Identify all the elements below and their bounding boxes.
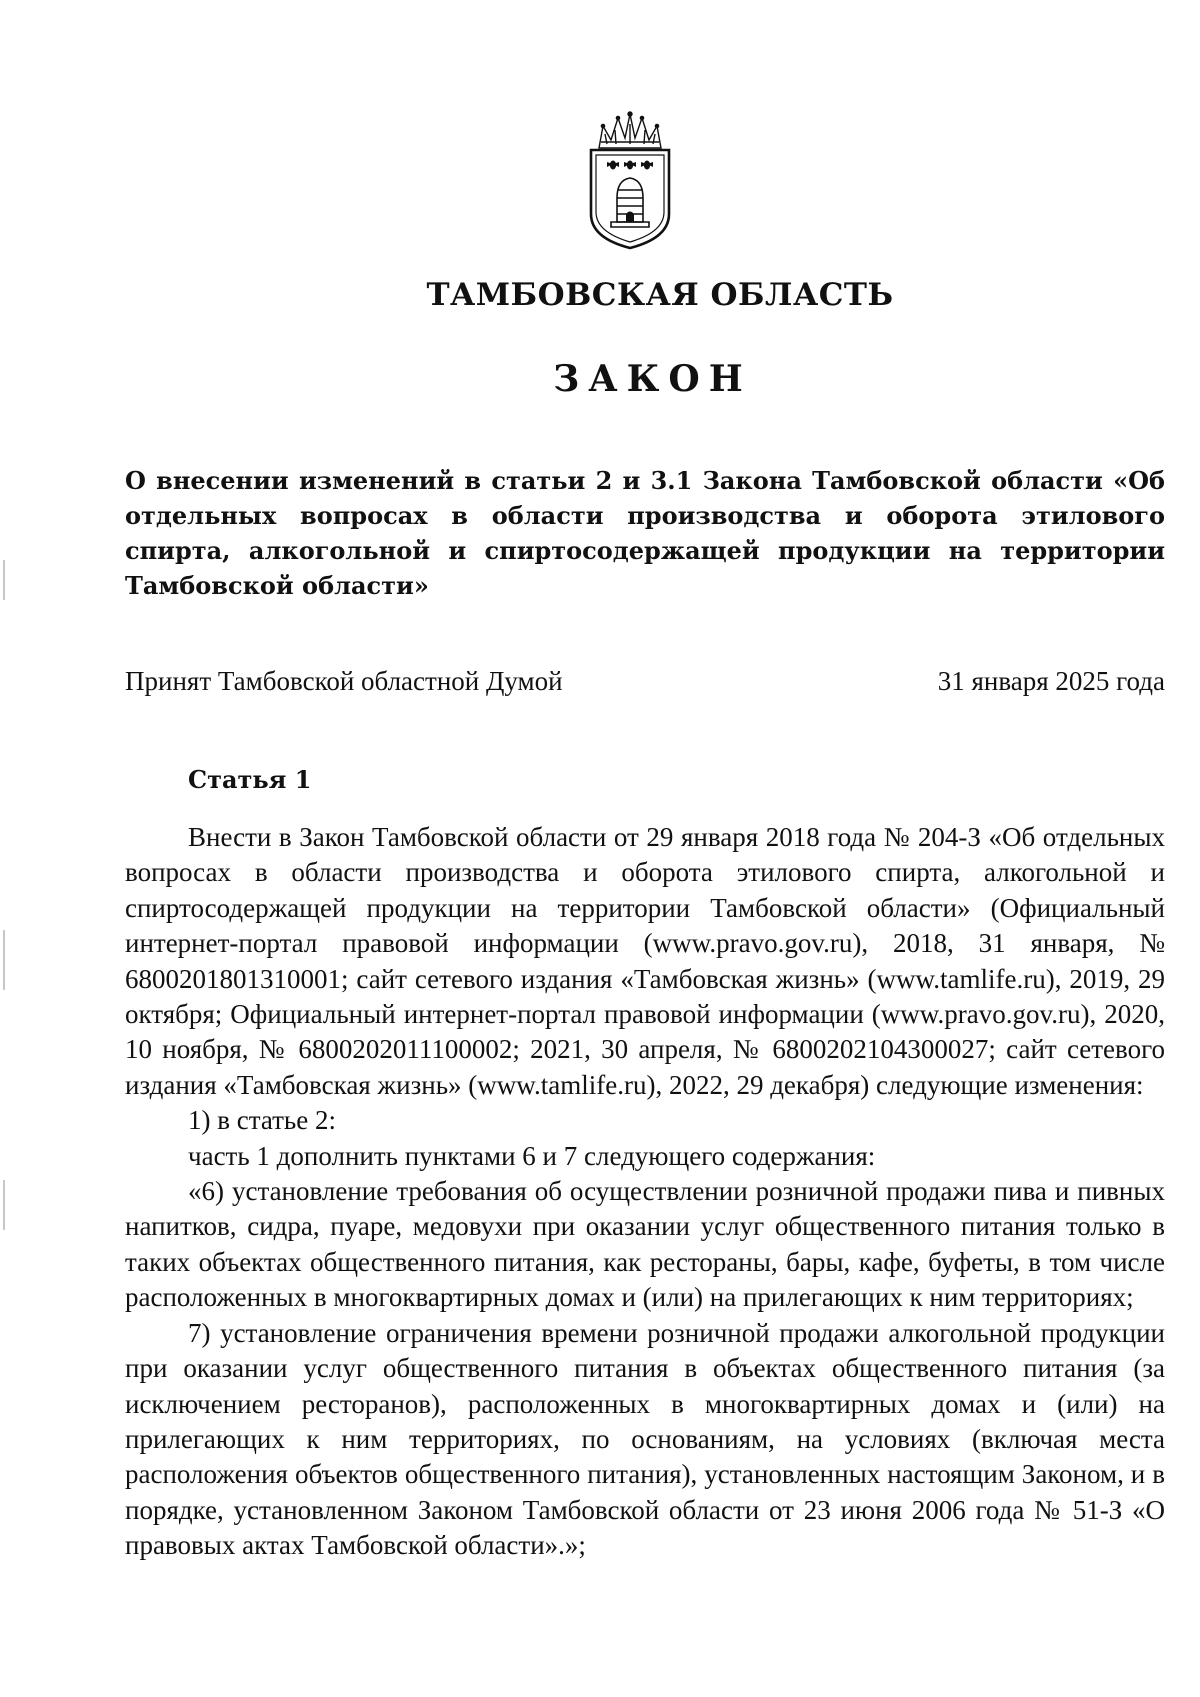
coat-of-arms-icon (585, 110, 675, 250)
article-paragraph: Внести в Закон Тамбовской области от 29 января 2018 года № 204-З «Об отдельных вопросах в области производства и оборота этилового спирта, алкогольной и спиртосодержащей продукции на территории Тамбовской области» (Официальный интернет-портал правовой информации (www.pravo.gov.ru), 2018, 31 января, № 6800201801310001; сайт сетевого издания «Тамбовская жизнь» (www.tamlife.ru), 2019, 29 октября; Официальный интернет-портал правовой информации (www.pravo.gov.ru), 2020, 10 ноября, № 6800202011100002; 2021, 30 апреля, № 6800202104300027; сайт сетевого издания «Тамбовская жизнь» (www.tamlife.ru), 2022, 29 декабря) следующие изменения: (125, 822, 1165, 1100)
region-name: ТАМБОВСКАЯ ОБЛАСТЬ (426, 277, 894, 313)
adoption-body: Принят Тамбовской областной Думой (125, 666, 563, 696)
article-paragraph: «6) установление требования об осуществлении розничной продажи пива и пивных напитков, сидра, пуаре, медовухи при оказании услуг общественного питания только в таких объектах общественного питания, как рестораны, бары, кафе, буфеты, в том числе расположенных в многоквартирных домах и (или) на прилегающих к ним территориях; (125, 1176, 1165, 1313)
scan-speck (3, 1180, 5, 1230)
article-paragraph: 1) в статье 2: (188, 1105, 336, 1136)
law-title: О внесении изменений в статьи 2 и 3.1 Закона Тамбовской области «Об отдельных вопросах в области производства и оборота этилового спирта, алкогольной и спиртосодержащей продукции на территории Тамбовской области» (125, 466, 1165, 600)
adoption-date: 31 января 2025 года (937, 666, 1165, 696)
article-body (125, 820, 1165, 1564)
adoption-row (125, 666, 1165, 697)
article-paragraph: часть 1 дополнить пунктами 6 и 7 следующего содержания: (188, 1140, 876, 1171)
article-heading: Статья 1 (188, 765, 312, 794)
document-type: ЗАКОН (553, 358, 752, 400)
article-paragraph: 7) установление ограничения времени розничной продажи алкогольной продукции при оказании услуг общественного питания в объектах общественного питания (за исключением ресторанов), расположенных в многоквартирных домах и (или) на прилегающих к ним территориях, по основаниям, на условиях (включая места расположения объектов общественного питания), установленных настоящим Законом, и в порядке, установленном Законом Тамбовской области от 23 июня 2006 года № 51-З «О правовых актах Тамбовской области».»; (125, 1317, 1165, 1561)
scan-speck (3, 560, 5, 600)
scan-speck (3, 930, 5, 990)
